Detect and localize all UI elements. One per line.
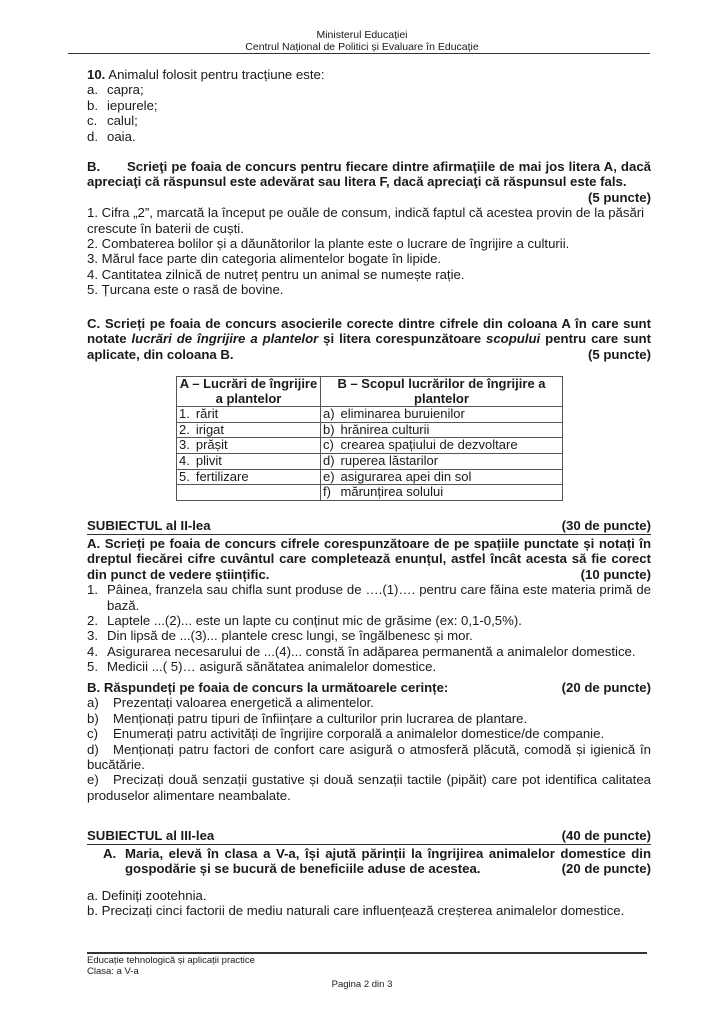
header-center: Centrul Național de Politici și Evaluare în Educație: [245, 41, 479, 53]
cell: rărit: [194, 407, 321, 423]
q10-option: [87, 82, 651, 97]
option-key: d.: [87, 128, 98, 144]
fill-item: [87, 644, 651, 659]
s3a-label: A.: [103, 846, 117, 861]
item-key: e): [87, 772, 99, 788]
s3a-text: Maria, elevă în clasa a V-a, își ajută părinții la îngrijirea animalelor domestice din gospodărie și se bucură de beneficiile aduse de acestea.: [125, 846, 651, 877]
table-row: [177, 485, 563, 501]
header-rule: [68, 53, 650, 54]
subject-2-b: [87, 680, 651, 803]
c-text: C. Scrieți pe foaia de concurs asocierile corecte dintre cifrele din coloana A în care sunt notate: [87, 316, 651, 347]
option-key: b.: [87, 97, 98, 113]
cell: mărunțirea solului: [339, 485, 563, 501]
subject-2-title-row: [87, 518, 651, 533]
s3a-points: (20 de puncte): [561, 861, 651, 877]
fill-item: [87, 659, 651, 674]
section-c-points: (5 puncte): [587, 346, 651, 362]
footer-subject: Educație tehnologică și aplicații practice: [87, 955, 255, 966]
cell: f): [320, 485, 338, 501]
cell: [194, 485, 321, 501]
column-b-header: B – Scopul lucrărilor de îngrijire a plantelor: [320, 377, 562, 407]
q10-option: [87, 98, 651, 113]
fill-item: [87, 613, 651, 628]
subject-3-title-row: [87, 828, 651, 843]
item-text: Precizați două senzații gustative și două senzații tactile (pipăit) care pot identifica calitatea produselor alimentare neambalate.: [87, 772, 651, 803]
cell: prășit: [194, 438, 321, 454]
section-b-instructions: [87, 159, 651, 190]
option-text: capra;: [107, 82, 144, 98]
fill-item: [87, 582, 651, 613]
item-text: Laptele ...(2)... este un lapte cu conținut mic de grăsime (ex: 0,1-0,5%).: [107, 613, 522, 629]
cell: d): [320, 453, 338, 469]
item-text: Menționați patru tipuri de înființare a culturilor prin lucrarea de plantare.: [113, 710, 528, 726]
item-text: Pâinea, franzela sau chifla sunt produse de ….(1)…. pentru care făina este materia primă de bază.: [107, 582, 651, 613]
statement: 2. Combaterea bolilor și a dăunătorilor la plante este o lucrare de îngrijire a culturii.: [87, 236, 570, 252]
item-text: Medicii ...( 5)… asigură sănătatea animalelor domestice.: [107, 659, 437, 675]
option-text: iepurele;: [107, 97, 158, 113]
cell: irigat: [194, 422, 321, 438]
column-a-header: A – Lucrări de îngrijire a plantelor: [177, 377, 321, 407]
s2a-points: (10 puncte): [580, 566, 651, 582]
page-number: Pagina 2 din 3: [331, 979, 393, 990]
table-row: [177, 453, 563, 469]
task-item: b. Precizați cinci factorii de mediu naturali care influențează creșterea animalelor domestice.: [87, 903, 625, 919]
subject-2-a: [87, 536, 651, 675]
option-key: a.: [87, 82, 98, 98]
s3a-body: [125, 846, 651, 877]
subject-2-points: (30 de puncte): [561, 518, 651, 533]
statement: 4. Cantitatea zilnică de nutreț pentru un animal se numește rație.: [87, 266, 465, 282]
item-key: b): [87, 710, 99, 726]
item-key: 1.: [87, 582, 98, 598]
statement: 1. Cifra „2”, marcată la început pe ouăle de consum, indică faptul că acestea provin de la păsări crescute în baterii de cuști.: [87, 205, 645, 236]
fill-item: [87, 628, 651, 643]
s2a-instructions: [87, 536, 651, 582]
item-text: Prezentați valoarea energetică a alimentelor.: [113, 695, 374, 711]
association-table: [176, 376, 563, 501]
header-ministry: Ministerul Educației: [316, 29, 408, 41]
footer-rule: [87, 952, 647, 954]
subject-3-title: SUBIECTUL al III-lea: [87, 828, 215, 843]
cell: e): [320, 469, 338, 485]
item-key: 5.: [87, 659, 98, 675]
footer-class: Clasa: a V-a: [87, 966, 139, 977]
cell: plivit: [194, 453, 321, 469]
item-key: 4.: [87, 643, 98, 659]
c-text: pentru care sunt aplicate, din coloana B.: [87, 331, 651, 362]
cell: a): [320, 407, 338, 423]
cell: fertilizare: [194, 469, 321, 485]
subject-2-rule: [87, 534, 651, 535]
section-c-instructions: [87, 316, 651, 362]
q10-option: [87, 113, 651, 128]
s3a-instructions: [87, 846, 651, 877]
option-key: c.: [87, 113, 98, 129]
c-italic: scopului: [486, 331, 541, 347]
s2b-text: B. Răspundeți pe foaia de concurs la următoarele cerințe:: [87, 680, 449, 695]
cell: c): [320, 438, 338, 454]
task-item: a. Definiți zootehnia.: [87, 888, 207, 903]
task-item: [87, 726, 651, 741]
cell: 1.: [177, 407, 194, 423]
q10-option: [87, 129, 651, 144]
s2b-points: (20 de puncte): [561, 680, 651, 695]
section-b-text: Scrieţi pe foaia de concurs pentru fiecare dintre afirmaţiile de mai jos litera A, dacă apreciaţi că răspunsul este adevărat sau litera F, dacă apreciaţi că răspunsul este fals.: [87, 159, 651, 190]
item-key: 2.: [87, 613, 98, 629]
task-item: [87, 742, 651, 773]
s2b-instructions: [87, 680, 651, 695]
statement: 5. Țurcana este o rasă de bovine.: [87, 282, 284, 298]
table-header: [177, 377, 563, 407]
item-text: Din lipsă de ...(3)... plantele cresc lungi, se îngălbenesc și mor.: [107, 628, 473, 644]
item-key: 3.: [87, 628, 98, 644]
item-key: a): [87, 695, 99, 711]
subject-3-rule: [87, 844, 651, 845]
item-key: d): [87, 741, 99, 757]
table-row: [177, 422, 563, 438]
item-text: Enumerați patru activități de îngrijire corporală a animalelor domestice/de companie.: [113, 726, 605, 742]
c-text: și litera corespunzătoare: [318, 331, 486, 347]
cell: asigurarea apei din sol: [339, 469, 563, 485]
cell: hrănirea culturii: [339, 422, 563, 438]
section-b-label: B.: [87, 159, 101, 174]
option-text: calul;: [107, 113, 138, 129]
item-text: Asigurarea necesarului de ...(4)... constă în adăparea permanentă a animalelor domestice.: [107, 643, 636, 659]
task-item: [87, 711, 651, 726]
q10-number: 10.: [87, 67, 106, 82]
q10-text: Animalul folosit pentru tracțiune este:: [108, 67, 325, 82]
statement: 3. Mărul face parte din categoria alimentelor bogate în lipide.: [87, 251, 442, 267]
section-b-points: (5 puncte): [587, 189, 651, 205]
table-row: [177, 469, 563, 485]
item-key: c): [87, 726, 98, 742]
cell: crearea spațiului de dezvoltare: [339, 438, 563, 454]
cell: ruperea lăstarilor: [339, 453, 563, 469]
item-text: Menționați patru factori de confort care asigură o atmosferă plăcută, comodă și igienică în bucătărie.: [87, 741, 651, 773]
task-item: [87, 695, 651, 710]
cell: 2.: [177, 422, 194, 438]
task-item: [87, 772, 651, 803]
cell: 5.: [177, 469, 194, 485]
cell: eliminarea buruienilor: [339, 407, 563, 423]
section-b: [87, 159, 651, 298]
s2a-text: A. Scrieți pe foaia de concurs cifrele corespunzătoare de pe spațiile punctate și notați în dreptul fiecărei cifre cuvântul care completează enunțul, astfel încât acesta să fie corect din punct de vedere științific.: [87, 536, 651, 582]
cell: 3.: [177, 438, 194, 454]
table-row: [177, 438, 563, 454]
option-text: oaia.: [107, 128, 136, 144]
table-row: [177, 407, 563, 423]
cell: 4.: [177, 453, 194, 469]
subject-2-title: SUBIECTUL al II-lea: [87, 518, 211, 533]
subject-3-points: (40 de puncte): [561, 828, 651, 843]
cell: [177, 485, 194, 501]
question-10: [87, 67, 651, 144]
c-italic: lucrări de îngrijire a plantelor: [131, 331, 319, 347]
subject-3-items: [87, 888, 651, 919]
cell: b): [320, 422, 338, 438]
